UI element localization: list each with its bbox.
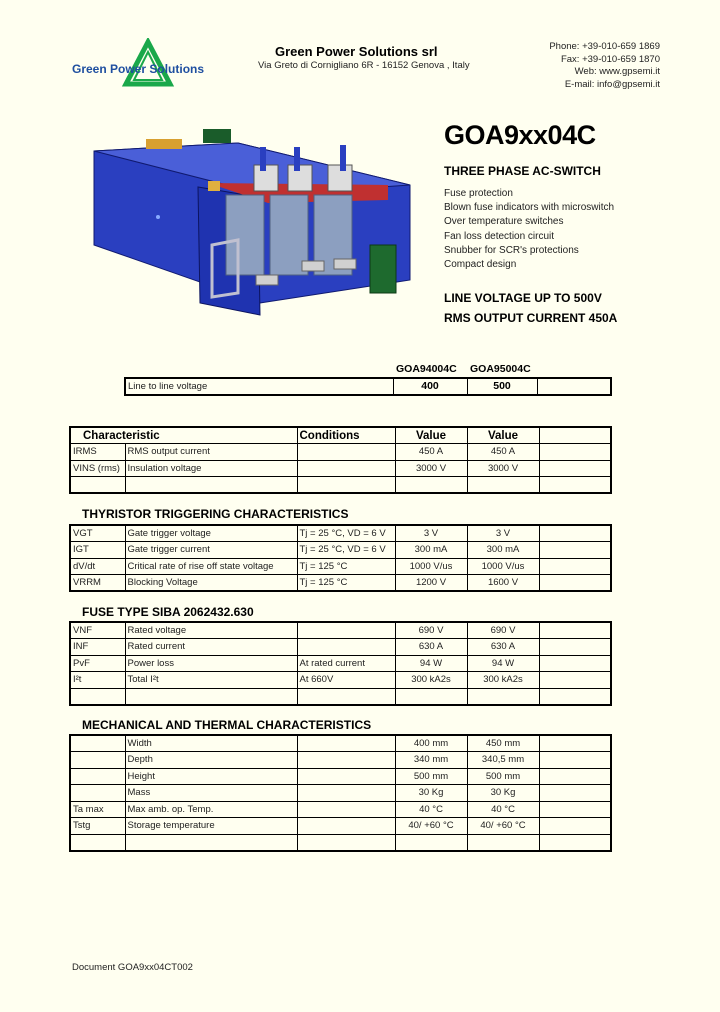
value-b-cell: 3000 V <box>467 460 539 477</box>
product-name: GOA9xx04C <box>444 120 596 150</box>
empty-cell <box>395 477 467 494</box>
empty-cell <box>539 752 611 769</box>
empty-cell <box>539 688 611 705</box>
table-row <box>70 735 611 752</box>
symbol-cell: VNF <box>70 622 125 639</box>
value-b-cell: 450 mm <box>467 735 539 752</box>
symbol-cell: VINS (rms) <box>70 460 125 477</box>
desc-cell: Height <box>125 768 297 785</box>
empty-cell <box>125 688 297 705</box>
empty-cell <box>70 688 125 705</box>
desc-cell: Blocking Voltage <box>125 575 297 592</box>
desc-cell: Power loss <box>125 655 297 672</box>
cond-cell: At rated current <box>297 655 395 672</box>
header-conditions: Conditions <box>297 427 395 444</box>
empty-cell <box>125 834 297 851</box>
value-b-cell: 450 A <box>467 444 539 461</box>
table-header-row <box>70 427 611 444</box>
value-b-cell: 94 W <box>467 655 539 672</box>
desc-cell: Gate trigger current <box>125 542 297 559</box>
fuse-section-title: FUSE TYPE SIBA 2062432.630 <box>82 605 254 619</box>
table-row <box>70 818 611 835</box>
empty-cell <box>539 542 611 559</box>
cond-cell <box>297 460 395 477</box>
header-characteristic: Characteristic <box>70 427 297 444</box>
desc-cell: Mass <box>125 785 297 802</box>
feature-item: Over temperature switches <box>444 216 564 228</box>
value-a-cell: 1200 V <box>395 575 467 592</box>
symbol-cell: VRRM <box>70 575 125 592</box>
symbol-cell <box>70 785 125 802</box>
value-b-cell: 500 mm <box>467 768 539 785</box>
empty-cell <box>539 801 611 818</box>
value-b-cell: 630 A <box>467 639 539 656</box>
ac-switch-illustration-icon <box>88 125 418 320</box>
value-b-cell: 340,5 mm <box>467 752 539 769</box>
document-id: Document GOA9xx04CT002 <box>72 962 193 973</box>
line-voltage-label: Line to line voltage <box>125 378 393 395</box>
cond-cell <box>297 622 395 639</box>
feature-item: Fuse protection <box>444 188 513 199</box>
mechanical-section-title: MECHANICAL AND THERMAL CHARACTERISTICS <box>82 718 372 732</box>
logo-text: Green Power Solutions <box>72 62 205 76</box>
header-value-b: Value <box>467 427 539 444</box>
symbol-cell: Tstg <box>70 818 125 835</box>
cond-cell <box>297 768 395 785</box>
desc-cell: Gate trigger voltage <box>125 525 297 542</box>
empty-cell <box>539 427 611 444</box>
cond-cell <box>297 444 395 461</box>
value-a-cell: 1000 V/us <box>395 558 467 575</box>
company-logo <box>70 38 220 88</box>
table-row <box>70 768 611 785</box>
value-a-cell: 630 A <box>395 639 467 656</box>
symbol-cell: VGT <box>70 525 125 542</box>
cond-cell: Tj = 25 °C, VD = 6 V <box>297 542 395 559</box>
cond-cell <box>297 785 395 802</box>
desc-cell: Max amb. op. Temp. <box>125 801 297 818</box>
value-b-cell: 300 kA2s <box>467 672 539 689</box>
cond-cell <box>297 818 395 835</box>
empty-cell <box>125 477 297 494</box>
cond-cell: Tj = 25 °C, VD = 6 V <box>297 525 395 542</box>
line-voltage-b: 500 <box>467 378 537 395</box>
desc-cell: Depth <box>125 752 297 769</box>
empty-cell <box>467 477 539 494</box>
feature-list <box>444 187 614 272</box>
thyristor-table <box>69 524 612 592</box>
line-voltage-table <box>124 377 612 396</box>
empty-cell <box>539 818 611 835</box>
value-a-cell: 40 °C <box>395 801 467 818</box>
table-row <box>70 542 611 559</box>
value-b-cell: 40/ +60 °C <box>467 818 539 835</box>
header-value-a: Value <box>395 427 467 444</box>
value-a-cell: 94 W <box>395 655 467 672</box>
contact-fax: Fax: +39-010-659 1870 <box>560 53 660 65</box>
empty-cell <box>539 785 611 802</box>
characteristics-table <box>69 426 612 494</box>
empty-cell <box>539 768 611 785</box>
desc-cell: Critical rate of rise off state voltage <box>125 558 297 575</box>
empty-cell <box>297 834 395 851</box>
table-row <box>70 525 611 542</box>
desc-cell: RMS output current <box>125 444 297 461</box>
table-row <box>70 558 611 575</box>
table-row <box>70 444 611 461</box>
empty-cell <box>467 834 539 851</box>
desc-cell: Storage temperature <box>125 818 297 835</box>
empty-cell <box>539 575 611 592</box>
feature-item: Blown fuse indicators with microswitch <box>444 202 615 214</box>
table-row <box>70 801 611 818</box>
product-image <box>88 125 418 320</box>
thyristor-section-title: THYRISTOR TRIGGERING CHARACTERISTICS <box>82 507 349 521</box>
value-b-cell: 1600 V <box>467 575 539 592</box>
feature-item: Snubber for SCR's protections <box>444 244 579 256</box>
cond-cell <box>297 752 395 769</box>
cond-cell <box>297 801 395 818</box>
product-subtitle: THREE PHASE AC-SWITCH <box>444 164 601 178</box>
empty-cell <box>70 834 125 851</box>
rating-current: RMS OUTPUT CURRENT 450A <box>444 311 618 325</box>
empty-cell <box>539 525 611 542</box>
cond-cell: Tj = 125 °C <box>297 558 395 575</box>
table-row <box>70 785 611 802</box>
model-b-label: GOA95004C <box>470 363 531 375</box>
empty-cell <box>539 639 611 656</box>
value-b-cell: 1000 V/us <box>467 558 539 575</box>
feature-item: Fan loss detection circuit <box>444 230 555 242</box>
empty-cell <box>539 622 611 639</box>
empty-cell <box>539 834 611 851</box>
value-b-cell: 30 Kg <box>467 785 539 802</box>
symbol-cell: Ta max <box>70 801 125 818</box>
mechanical-table <box>69 734 612 852</box>
symbol-cell <box>70 768 125 785</box>
value-b-cell: 690 V <box>467 622 539 639</box>
empty-cell <box>297 688 395 705</box>
empty-cell <box>70 477 125 494</box>
symbol-cell: dV/dt <box>70 558 125 575</box>
ratings-block <box>444 288 617 328</box>
empty-cell <box>297 477 395 494</box>
rating-voltage: LINE VOLTAGE UP TO 500V <box>444 291 602 305</box>
value-a-cell: 40/ +60 °C <box>395 818 467 835</box>
empty-cell <box>537 378 611 395</box>
symbol-cell: INF <box>70 639 125 656</box>
table-row <box>70 688 611 705</box>
empty-cell <box>539 655 611 672</box>
value-a-cell: 300 kA2s <box>395 672 467 689</box>
empty-cell <box>395 688 467 705</box>
desc-cell: Rated current <box>125 639 297 656</box>
contact-email[interactable]: E-mail: info@gpsemi.it <box>564 78 660 90</box>
value-a-cell: 400 mm <box>395 735 467 752</box>
symbol-cell <box>70 752 125 769</box>
contact-block <box>549 41 660 91</box>
cond-cell: At 660V <box>297 672 395 689</box>
empty-cell <box>539 735 611 752</box>
empty-cell <box>539 558 611 575</box>
value-a-cell: 30 Kg <box>395 785 467 802</box>
table-row <box>70 752 611 769</box>
value-a-cell: 3 V <box>395 525 467 542</box>
desc-cell: Width <box>125 735 297 752</box>
symbol-cell: PvF <box>70 655 125 672</box>
value-b-cell: 3 V <box>467 525 539 542</box>
table-row <box>70 655 611 672</box>
desc-cell: Insulation voltage <box>125 460 297 477</box>
model-a-label: GOA94004C <box>396 363 457 375</box>
empty-cell <box>539 477 611 494</box>
cond-cell: Tj = 125 °C <box>297 575 395 592</box>
symbol-cell: IGT <box>70 542 125 559</box>
table-row <box>70 834 611 851</box>
empty-cell <box>395 834 467 851</box>
value-a-cell: 690 V <box>395 622 467 639</box>
desc-cell: Total I²t <box>125 672 297 689</box>
table-row <box>70 477 611 494</box>
symbol-cell: I²t <box>70 672 125 689</box>
company-address: Via Greto di Cornigliano 6R - 16152 Genova , Italy <box>258 60 470 71</box>
feature-item: Compact design <box>444 259 517 271</box>
contact-web[interactable]: Web: www.gpsemi.it <box>574 66 660 77</box>
empty-cell <box>539 460 611 477</box>
value-b-cell: 300 mA <box>467 542 539 559</box>
contact-phone: Phone: +39-010-659 1869 <box>549 41 660 52</box>
fuse-table <box>69 621 612 706</box>
value-a-cell: 450 A <box>395 444 467 461</box>
table-row <box>70 460 611 477</box>
table-row <box>70 575 611 592</box>
cond-cell <box>297 735 395 752</box>
value-a-cell: 3000 V <box>395 460 467 477</box>
line-voltage-a: 400 <box>393 378 467 395</box>
value-a-cell: 500 mm <box>395 768 467 785</box>
table-row <box>70 672 611 689</box>
table-row <box>70 639 611 656</box>
empty-cell <box>539 672 611 689</box>
desc-cell: Rated voltage <box>125 622 297 639</box>
symbol-cell: IRMS <box>70 444 125 461</box>
table-row <box>125 378 611 395</box>
empty-cell <box>539 444 611 461</box>
value-a-cell: 300 mA <box>395 542 467 559</box>
symbol-cell <box>70 735 125 752</box>
company-name: Green Power Solutions srl <box>275 44 438 59</box>
value-a-cell: 340 mm <box>395 752 467 769</box>
cond-cell <box>297 639 395 656</box>
empty-cell <box>467 688 539 705</box>
table-row <box>70 622 611 639</box>
value-b-cell: 40 °C <box>467 801 539 818</box>
